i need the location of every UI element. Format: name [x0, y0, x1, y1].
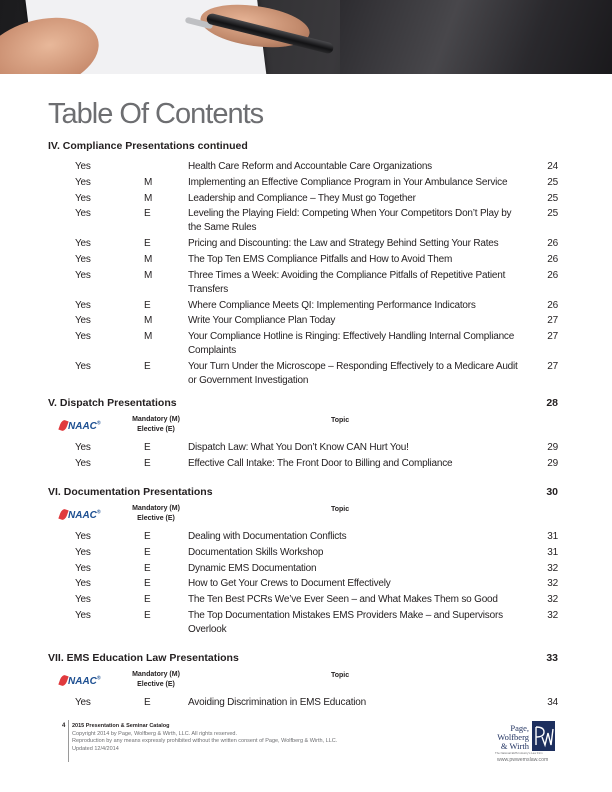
mandatory-elective-header: Mandatory (M) Elective (E) — [132, 505, 180, 522]
naac-logo: NAAC® — [60, 675, 101, 687]
section-page-number: 30 — [546, 486, 558, 498]
naac-logo: NAAC® — [60, 509, 101, 521]
column-header — [48, 670, 558, 696]
website-link[interactable]: www.pwwemslaw.com — [497, 757, 549, 763]
mandatory-elective: E — [144, 578, 151, 590]
topic-page-number: 32 — [547, 562, 558, 574]
topic-page-number: 24 — [547, 161, 558, 172]
footer-text — [72, 723, 337, 753]
topic-page-number: 31 — [547, 546, 558, 558]
topic-title: Dynamic EMS Documentation — [188, 562, 317, 574]
mandatory-elective: E — [144, 208, 151, 220]
topic-title: Implementing an Effective Compliance Program in Your Ambulance Service — [188, 176, 508, 188]
naac-approved: Yes — [75, 208, 91, 220]
topic-page-number: 29 — [547, 442, 558, 453]
naac-approved: Yes — [75, 697, 91, 708]
topic-title: Effective Call Intake: The Front Door to Billing and Compliance — [188, 457, 453, 469]
topic-title: Three Times a Week: Avoiding the Compliance Pitfalls of Repetitive Patient Transfers — [188, 269, 506, 295]
topic-page-number: 32 — [547, 610, 558, 621]
naac-approved: Yes — [75, 594, 91, 606]
naac-approved: Yes — [75, 546, 91, 558]
topic-page-number: 25 — [547, 192, 558, 204]
footer — [0, 720, 612, 792]
topic-page-number: 34 — [547, 697, 558, 708]
logo-line-wirth: & Wirth — [500, 741, 529, 751]
naac-approved: Yes — [75, 238, 91, 250]
naac-approved: Yes — [75, 299, 91, 311]
topic-title: Write Your Compliance Plan Today — [188, 315, 336, 327]
column-header — [48, 415, 558, 441]
topic-page-number: 27 — [547, 331, 558, 343]
mandatory-elective: E — [144, 361, 151, 372]
naac-approved: Yes — [75, 361, 91, 372]
mandatory-elective: E — [144, 238, 151, 250]
topic-page-number: 26 — [547, 254, 558, 265]
section-title: IV. Compliance Presentations continued — [48, 140, 248, 152]
reproduction-line: Reproduction by any means expressly prohibited without the written consent of Page, Wolfberg & Wirth, LLC. — [72, 738, 338, 744]
mandatory-elective: E — [144, 457, 151, 469]
topic-header: Topic — [331, 672, 350, 679]
topic-title: Leadership and Compliance – They Must go Together — [188, 192, 416, 204]
topic-page-number: 26 — [547, 238, 558, 250]
topic-title: Health Care Reform and Accountable Care Organizations — [188, 161, 432, 172]
logo-line-wolfberg: Wolfberg — [497, 732, 529, 742]
pww-logo — [495, 720, 565, 766]
catalog-title: 2015 Presentation & Seminar Catalog — [72, 723, 170, 729]
copyright-line: Copyright 2014 by Page, Wolfberg & Wirth, LLC. All rights reserved. — [72, 730, 237, 737]
naac-approved: Yes — [75, 578, 91, 590]
naac-approved: Yes — [75, 457, 91, 469]
mandatory-elective-header: Mandatory (M) Elective (E) — [132, 671, 180, 688]
pww-mark-icon — [532, 721, 555, 751]
topic-title: Avoiding Discrimination in EMS Education — [188, 697, 367, 708]
naac-approved: Yes — [75, 315, 91, 327]
topic-page-number: 26 — [547, 299, 558, 311]
topic-title: How to Get Your Crews to Document Effectively — [188, 578, 391, 590]
section-heading — [48, 140, 558, 152]
mandatory-elective: M — [144, 315, 153, 327]
topic-title: The Top Ten EMS Compliance Pitfalls and How to Avoid Them — [188, 254, 453, 265]
naac-logo: NAAC® — [60, 420, 101, 432]
logo-line-page: Page, — [510, 723, 529, 733]
section-title: VII. EMS Education Law Presentations — [48, 652, 239, 664]
topic-title: The Ten Best PCRs We’ve Ever Seen – and What Makes Them so Good — [188, 594, 498, 606]
mandatory-elective: M — [144, 254, 153, 265]
logo-tagline: The National EMS Industry's Law Firm — [495, 751, 543, 755]
topic-title: Pricing and Discounting: the Law and Strategy Behind Setting Your Rates — [188, 238, 499, 250]
topic-page-number: 29 — [547, 457, 558, 469]
topic-page-number: 31 — [547, 531, 558, 542]
section-page-number: 33 — [546, 652, 558, 664]
topic-page-number: 32 — [547, 594, 558, 606]
footer-divider — [68, 720, 69, 762]
mandatory-elective: E — [144, 531, 151, 542]
topic-page-number: 27 — [547, 361, 558, 372]
header-photo — [0, 0, 612, 74]
mandatory-elective: E — [144, 299, 151, 311]
naac-approved: Yes — [75, 192, 91, 204]
mandatory-elective: E — [144, 697, 151, 708]
section-title: V. Dispatch Presentations — [48, 397, 177, 409]
naac-approved: Yes — [75, 531, 91, 542]
mandatory-elective: E — [144, 442, 151, 453]
mandatory-elective: E — [144, 610, 151, 621]
topic-page-number: 25 — [547, 208, 558, 220]
mandatory-elective-header: Mandatory (M) Elective (E) — [132, 416, 180, 433]
updated-line: Updated 12/4/2014 — [72, 745, 119, 752]
topic-title: Documentation Skills Workshop — [188, 546, 324, 558]
page-title: Table Of Contents — [48, 98, 264, 130]
naac-approved: Yes — [75, 269, 91, 281]
section-title: VI. Documentation Presentations — [48, 486, 213, 498]
topic-title: Dealing with Documentation Conflicts — [188, 531, 347, 542]
mandatory-elective: E — [144, 594, 151, 606]
topic-title: Dispatch Law: What You Don’t Know CAN Hurt You! — [188, 442, 409, 453]
topic-title: Your Turn Under the Microscope – Responding Effectively to a Medicare Audit or Government Investigation — [188, 361, 518, 386]
mandatory-elective: E — [144, 546, 151, 558]
topic-title: Leveling the Playing Field: Competing When Your Competitors Don’t Play by the Same Rules — [188, 208, 512, 234]
naac-approved: Yes — [75, 442, 91, 453]
topic-title: Your Compliance Hotline is Ringing: Effectively Handling Internal Compliance Complaints — [188, 331, 515, 357]
naac-approved: Yes — [75, 254, 91, 265]
topic-title: Where Compliance Meets QI: Implementing Performance Indicators — [188, 299, 476, 311]
mandatory-elective: M — [144, 176, 153, 188]
naac-approved: Yes — [75, 331, 91, 343]
topic-title: The Top Documentation Mistakes EMS Providers Make – and Supervisors Overlook — [188, 610, 503, 635]
column-header — [48, 504, 558, 530]
section-page-number: 28 — [546, 397, 558, 409]
topic-page-number: 25 — [547, 176, 558, 188]
topic-header: Topic — [331, 417, 350, 424]
mandatory-elective: M — [144, 192, 153, 204]
mandatory-elective: E — [144, 562, 151, 574]
section-heading — [48, 397, 558, 409]
mandatory-elective: M — [144, 269, 153, 281]
section-heading — [48, 652, 558, 664]
mandatory-elective: M — [144, 331, 153, 343]
topic-page-number: 27 — [547, 315, 558, 327]
naac-approved: Yes — [75, 161, 91, 172]
topic-page-number: 26 — [547, 269, 558, 281]
naac-approved: Yes — [75, 562, 91, 574]
topic-header: Topic — [331, 506, 350, 513]
naac-approved: Yes — [75, 610, 91, 621]
topic-page-number: 32 — [547, 578, 558, 590]
page-number: 4 — [62, 723, 66, 729]
section-heading — [48, 486, 558, 498]
naac-approved: Yes — [75, 176, 91, 188]
